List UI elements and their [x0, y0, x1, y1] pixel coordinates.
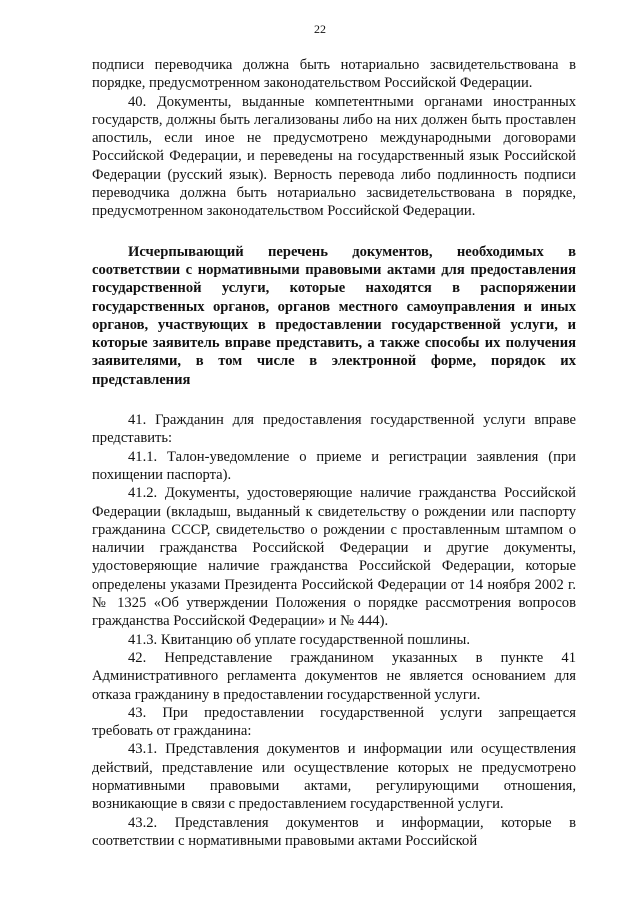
- paragraph-41: 41. Гражданин для предоставления государственной услуги вправе представить:: [92, 412, 576, 447]
- paragraph-43: 43. При предоставлении государственной услуги запрещается требовать от гражданина:: [92, 704, 576, 740]
- paragraph-42: 42. Непредставление гражданином указанных в пункте 41 Административного регламента документов не является основанием для отказа гражданину в предоставлении государственной услуги.: [92, 649, 576, 703]
- document-body: [92, 56, 576, 850]
- paragraph-40: 40. Документы, выданные компетентными органами иностранных государств, должны быть легализованы либо на них должен быть проставлен апостиль, если иное не предусмотрено международными договорами Российской Федерации, и переведены на государственный язык Российской Федерации (русский язык). Верность перевода либо подлинность подписи переводчика должна быть нотариально засвидетельствована в порядке, предусмотренном законодательством Российской Федерации.: [92, 93, 576, 220]
- paragraph-41-1: 41.1. Талон-уведомление о приеме и регистрации заявления (при похищении паспорта).: [92, 448, 576, 483]
- page-number: 22: [314, 22, 326, 36]
- paragraph-41-3: 41.3. Квитанцию об уплате государственной пошлины.: [128, 631, 471, 648]
- section-heading: Исчерпывающий перечень документов, необходимых в соответствии с нормативными правовыми актами для предоставления государственной услуги, которые находятся в распоряжении государственных органов, органов местного самоуправления и иных органов, участвующих в предоставлении государственной услуги, и которые заявитель вправе представить, а также способы их получения заявителями, в том числе в электронной форме, порядок их представления: [92, 243, 576, 388]
- paragraph-43-1: 43.1. Представления документов и информации или осуществления действий, представление или осуществление которых не предусмотрено нормативными правовыми актами, регулирующими отношения, возникающие в связи с предоставлением государственной услуги.: [92, 741, 576, 813]
- paragraph-41-2: 41.2. Документы, удостоверяющие наличие гражданства Российской Федерации (вкладыш, выданный к свидетельству о рождении или паспорту гражданина СССР, свидетельство о рождении с проставленным штампом о наличии гражданства Российской Федерации и другие документы, удостоверяющие наличие гражданства Российской Федерации, которые определены указами Президента Российской Федерации от 14 ноября 2002 г. № 1325 «Об утверждении Положения о порядке рассмотрения вопросов гражданства Российской Федерации» и № 444).: [92, 485, 576, 630]
- paragraph-43-2: 43.2. Представления документов и информации, которые в соответствии с нормативными правовыми актами Российской: [92, 814, 576, 849]
- paragraph-continuation: подписи переводчика должна быть нотариально засвидетельствована в порядке, предусмотренном законодательством Российской Федерации.: [92, 57, 576, 92]
